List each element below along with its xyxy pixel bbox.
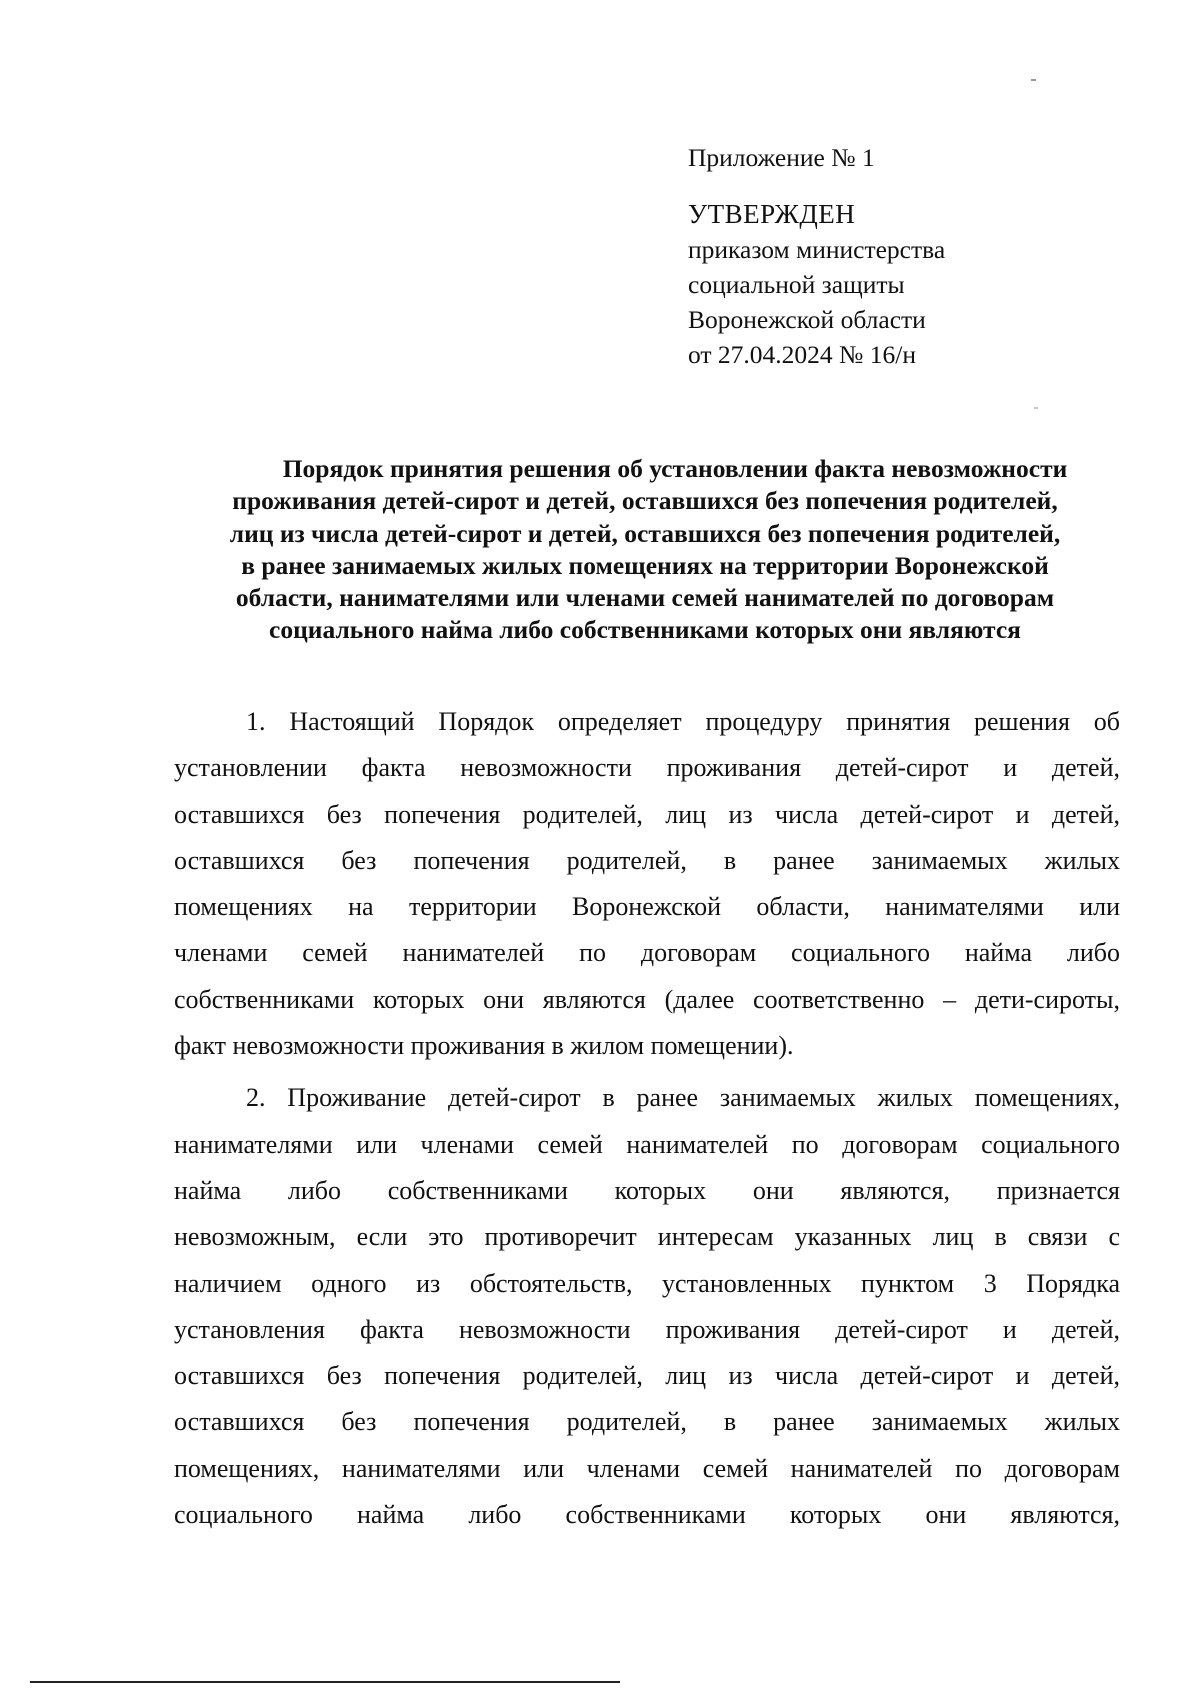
- paragraph-line: оставшихся без попечения родителей, лиц из числа детей-сирот и детей,: [174, 799, 1120, 829]
- approval-date-line: от 27.04.2024 № 16/н: [688, 340, 916, 369]
- paragraph-line: невозможным, если это противоречит интересам указанных лиц в связи с: [174, 1222, 1120, 1252]
- title-line: лиц из числа детей-сирот и детей, оставшихся без попечения родителей,: [229, 518, 1061, 548]
- paragraph-line: оставшихся без попечения родителей, в ранее занимаемых жилых: [174, 845, 1120, 875]
- paragraph-line: установлении факта невозможности проживания детей-сирот и детей,: [174, 753, 1120, 783]
- paragraph-line: оставшихся без попечения родителей, лиц из числа детей-сирот и детей,: [174, 1361, 1120, 1391]
- scan-speck: [1031, 79, 1036, 81]
- appendix-label: Приложение № 1: [688, 143, 875, 172]
- paragraph-line: нанимателями или членами семей нанимателей по договорам социального: [174, 1129, 1120, 1159]
- approval-line: Воронежской области: [688, 305, 926, 334]
- paragraph-line: помещениях на территории Воронежской области, нанимателями или: [174, 892, 1120, 922]
- paragraph-2: [174, 1075, 1120, 1538]
- paragraph-line: наличием одного из обстоятельств, установленных пунктом 3 Порядка: [174, 1268, 1120, 1298]
- paragraph-line: собственниками которых они являются (далее соответственно – дети-сироты,: [174, 984, 1120, 1014]
- document-body: [174, 699, 1120, 1538]
- footer-rule: [30, 1681, 620, 1683]
- approval-block: [688, 140, 1108, 372]
- paragraph-line: установления факта невозможности проживания детей-сирот и детей,: [174, 1314, 1120, 1344]
- paragraph-line: оставшихся без попечения родителей, в ранее занимаемых жилых: [174, 1407, 1120, 1437]
- paragraph-line: социального найма либо собственниками которых они являются,: [174, 1500, 1120, 1530]
- scan-speck: [1034, 407, 1038, 409]
- title-line: Порядок принятия решения об установлении факта невозможности: [282, 454, 1068, 483]
- paragraph-line: найма либо собственниками которых они являются, признается: [174, 1175, 1120, 1205]
- paragraph-1: [174, 699, 1120, 1069]
- approved-label: УТВЕРЖДЕН: [688, 199, 856, 229]
- paragraph-line: 1. Настоящий Порядок определяет процедуру принятия решения об: [246, 707, 1120, 736]
- paragraph-line: помещениях, нанимателями или членами семей нанимателей по договорам: [174, 1453, 1120, 1483]
- title-line: социального найма либо собственниками которых они являются: [269, 615, 1021, 645]
- paragraph-line: 2. Проживание детей-сирот в ранее занимаемых жилых помещениях,: [246, 1083, 1120, 1113]
- title-line: в ранее занимаемых жилых помещениях на территории Воронежской: [241, 550, 1049, 580]
- title-line: проживания детей-сирот и детей, оставшихся без попечения родителей,: [232, 486, 1058, 516]
- document-title: [150, 453, 1140, 647]
- approval-line: социальной защиты: [688, 270, 905, 299]
- paragraph-line: членами семей нанимателей по договорам социального найма либо: [174, 938, 1120, 968]
- paragraph-line: факт невозможности проживания в жилом помещении).: [174, 1031, 794, 1061]
- approval-line: приказом министерства: [688, 235, 946, 264]
- title-line: области, нанимателями или членами семей нанимателей по договорам: [235, 583, 1055, 613]
